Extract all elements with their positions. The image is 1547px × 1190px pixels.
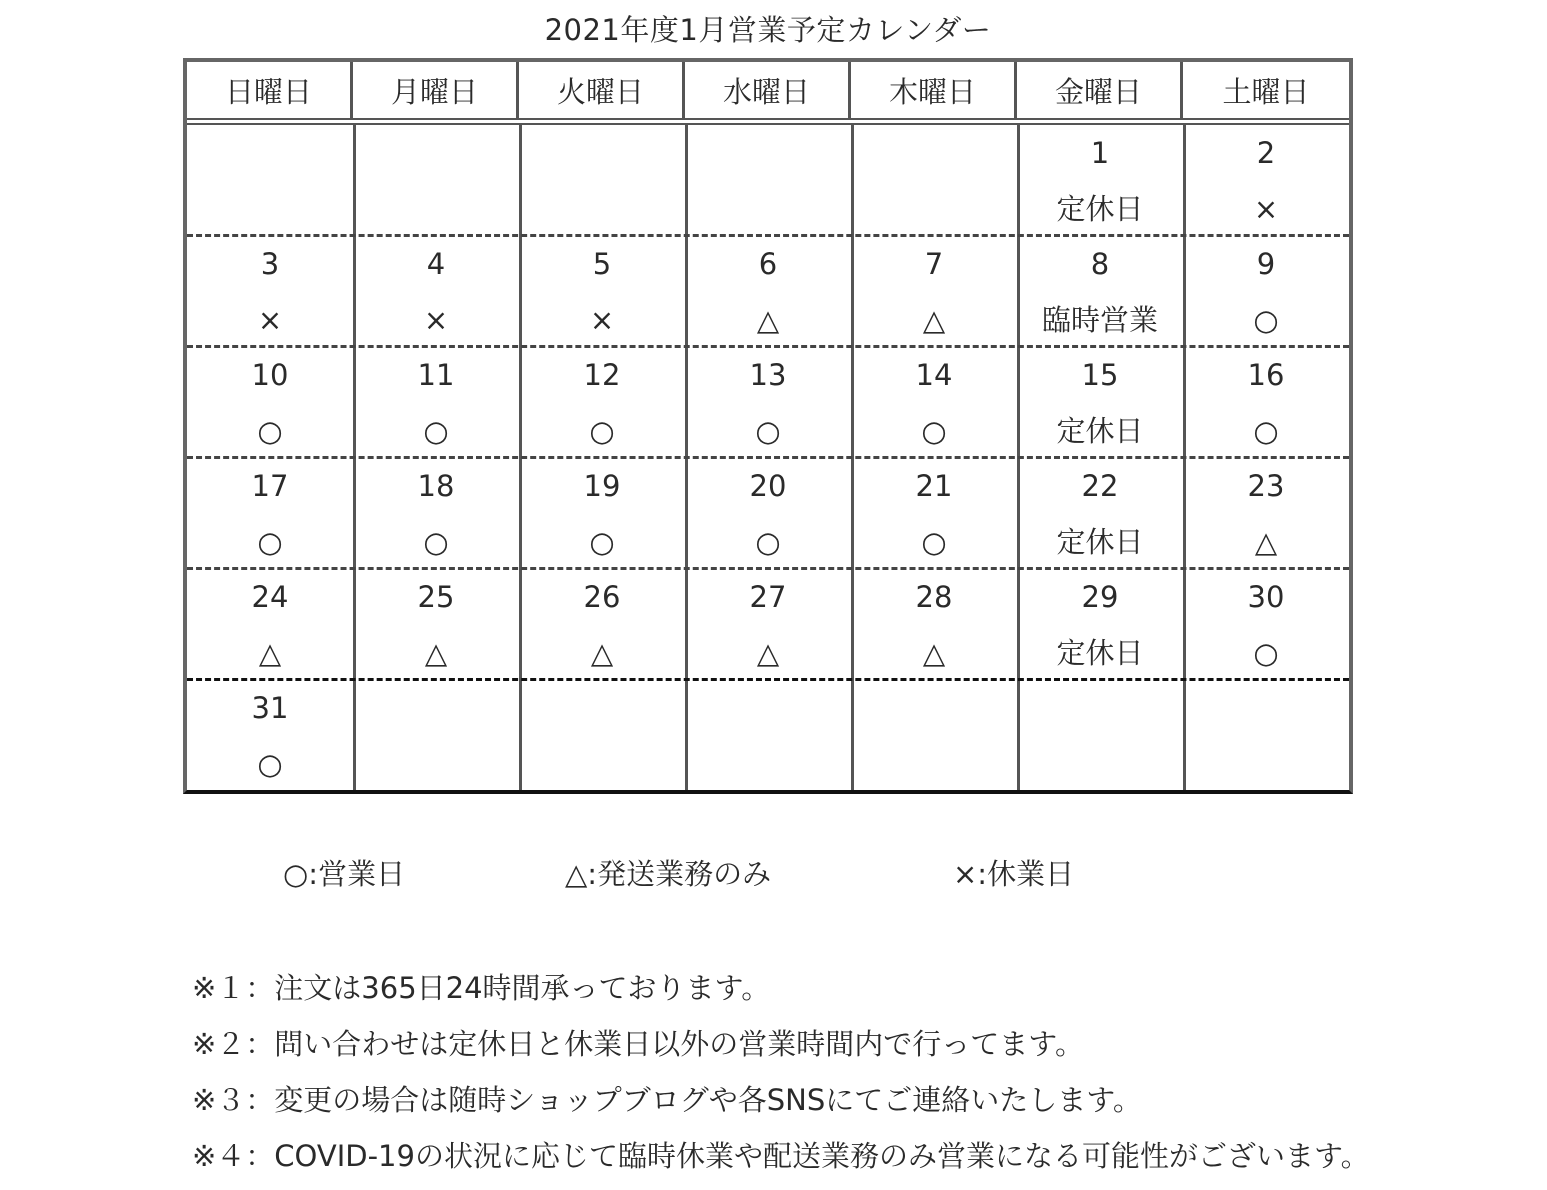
day-status: 臨時営業 bbox=[1041, 302, 1158, 337]
day-status: △ bbox=[756, 302, 780, 337]
day-number: 23 bbox=[1247, 469, 1285, 503]
day-status: ○ bbox=[423, 524, 449, 559]
day-status: ○ bbox=[1253, 413, 1279, 448]
weekday-tuesday: 火曜日 bbox=[519, 62, 685, 118]
day-number: 5 bbox=[592, 247, 612, 281]
day-cell bbox=[1017, 460, 1183, 571]
day-cell bbox=[353, 349, 519, 460]
day-cell bbox=[1017, 238, 1183, 349]
weekday-friday: 金曜日 bbox=[1017, 62, 1183, 118]
day-cell bbox=[519, 127, 685, 238]
day-cell bbox=[851, 238, 1017, 349]
day-cell bbox=[1017, 682, 1183, 793]
day-number: 11 bbox=[417, 358, 455, 392]
day-status: 定休日 bbox=[1056, 413, 1144, 448]
day-cell bbox=[1017, 571, 1183, 682]
day-status: △ bbox=[258, 635, 282, 670]
day-status: △ bbox=[1254, 524, 1278, 559]
day-status: △ bbox=[424, 635, 448, 670]
day-number: 30 bbox=[1247, 580, 1285, 614]
day-cell bbox=[1183, 127, 1349, 238]
day-cell bbox=[187, 460, 353, 571]
day-cell bbox=[353, 238, 519, 349]
day-cell bbox=[187, 238, 353, 349]
calendar-table bbox=[183, 58, 1353, 794]
day-number: 24 bbox=[251, 580, 289, 614]
day-number: 21 bbox=[915, 469, 953, 503]
day-cell bbox=[685, 682, 851, 793]
day-status: ○ bbox=[921, 524, 947, 559]
weekday-thursday: 木曜日 bbox=[851, 62, 1017, 118]
day-status: ○ bbox=[257, 524, 283, 559]
week-row bbox=[187, 238, 1349, 349]
day-number: 25 bbox=[417, 580, 455, 614]
day-number: 13 bbox=[749, 358, 787, 392]
day-number: 20 bbox=[749, 469, 787, 503]
day-status: 定休日 bbox=[1056, 524, 1144, 559]
day-status: × bbox=[257, 302, 283, 337]
day-cell bbox=[1017, 127, 1183, 238]
day-cell bbox=[851, 571, 1017, 682]
day-status: ○ bbox=[589, 413, 615, 448]
day-number: 9 bbox=[1256, 247, 1276, 281]
day-cell bbox=[1183, 682, 1349, 793]
day-cell bbox=[1183, 349, 1349, 460]
calendar-body bbox=[187, 125, 1349, 790]
day-cell bbox=[685, 127, 851, 238]
week-row bbox=[187, 349, 1349, 460]
day-status: △ bbox=[922, 302, 946, 337]
day-status: × bbox=[423, 302, 449, 337]
day-number: 2 bbox=[1256, 136, 1276, 170]
legend-open: ○:営業日 bbox=[283, 857, 406, 891]
note-item: ※３：変更の場合は随時ショップブログや各SNSにてご連絡いたします。 bbox=[192, 1083, 1142, 1117]
day-cell bbox=[187, 349, 353, 460]
weekday-sunday: 日曜日 bbox=[187, 62, 353, 118]
day-number: 6 bbox=[758, 247, 778, 281]
day-cell bbox=[187, 127, 353, 238]
day-number: 15 bbox=[1081, 358, 1119, 392]
week-row bbox=[187, 571, 1349, 682]
day-number: 10 bbox=[251, 358, 289, 392]
day-cell bbox=[187, 682, 353, 793]
day-cell bbox=[353, 571, 519, 682]
day-number: 4 bbox=[426, 247, 446, 281]
day-status: △ bbox=[922, 635, 946, 670]
weekday-saturday: 土曜日 bbox=[1222, 74, 1310, 109]
day-cell bbox=[519, 460, 685, 571]
day-status: ○ bbox=[755, 524, 781, 559]
day-status: ○ bbox=[589, 524, 615, 559]
day-cell bbox=[353, 682, 519, 793]
day-cell bbox=[519, 349, 685, 460]
calendar-title: 2021年度1月営業予定カレンダー bbox=[544, 13, 992, 47]
day-number: 26 bbox=[583, 580, 621, 614]
week-row bbox=[187, 460, 1349, 571]
day-number: 31 bbox=[251, 691, 289, 725]
day-status: × bbox=[1253, 191, 1279, 226]
day-cell bbox=[685, 238, 851, 349]
day-number: 17 bbox=[251, 469, 289, 503]
day-number: 27 bbox=[749, 580, 787, 614]
day-number: 18 bbox=[417, 469, 455, 503]
day-cell bbox=[851, 460, 1017, 571]
day-number: 1 bbox=[1090, 136, 1110, 170]
day-status: ○ bbox=[423, 413, 449, 448]
day-cell bbox=[851, 127, 1017, 238]
header-double-divider bbox=[187, 118, 1349, 125]
day-number: 14 bbox=[915, 358, 953, 392]
weekday-wednesday: 水曜日 bbox=[685, 62, 851, 118]
day-number: 8 bbox=[1090, 247, 1110, 281]
day-cell bbox=[187, 571, 353, 682]
note-item: ※２：問い合わせは定休日と休業日以外の営業時間内で行ってます。 bbox=[192, 1027, 1084, 1061]
weekday-monday: 月曜日 bbox=[353, 62, 519, 118]
day-number: 19 bbox=[583, 469, 621, 503]
day-cell bbox=[1183, 460, 1349, 571]
day-status: 定休日 bbox=[1056, 191, 1144, 226]
day-number: 12 bbox=[583, 358, 621, 392]
legend-closed: ×:休業日 bbox=[953, 857, 1075, 891]
day-status: 定休日 bbox=[1056, 635, 1144, 670]
day-cell bbox=[685, 349, 851, 460]
day-cell bbox=[519, 571, 685, 682]
day-number: 22 bbox=[1081, 469, 1119, 503]
day-cell bbox=[1183, 571, 1349, 682]
day-cell bbox=[851, 349, 1017, 460]
day-number: 29 bbox=[1081, 580, 1119, 614]
day-number: 28 bbox=[915, 580, 953, 614]
day-cell bbox=[353, 460, 519, 571]
day-status: ○ bbox=[257, 746, 283, 781]
day-cell bbox=[1017, 349, 1183, 460]
day-status: ○ bbox=[1253, 302, 1279, 337]
day-cell bbox=[519, 682, 685, 793]
week-row bbox=[187, 127, 1349, 238]
note-item: ※１：注文は365日24時間承っております。 bbox=[192, 971, 771, 1005]
day-status: △ bbox=[756, 635, 780, 670]
day-cell bbox=[1183, 238, 1349, 349]
day-cell bbox=[851, 682, 1017, 793]
day-number: 16 bbox=[1247, 358, 1285, 392]
day-status: ○ bbox=[1253, 635, 1279, 670]
week-row bbox=[187, 682, 1349, 793]
day-number: 7 bbox=[924, 247, 944, 281]
day-status: × bbox=[589, 302, 615, 337]
day-cell bbox=[685, 460, 851, 571]
day-status: ○ bbox=[755, 413, 781, 448]
day-number: 3 bbox=[260, 247, 280, 281]
day-status: ○ bbox=[921, 413, 947, 448]
notes-list bbox=[192, 966, 1370, 1190]
day-cell bbox=[353, 127, 519, 238]
day-status: △ bbox=[590, 635, 614, 670]
day-cell bbox=[519, 238, 685, 349]
note-item: ※４：COVID-19の状況に応じて臨時休業や配送業務のみ営業になる可能性がございます。 bbox=[192, 1139, 1370, 1173]
day-cell bbox=[685, 571, 851, 682]
legend-shipping-only: △:発送業務のみ bbox=[565, 857, 772, 891]
weekday-header-row bbox=[187, 62, 1349, 118]
day-status: ○ bbox=[257, 413, 283, 448]
